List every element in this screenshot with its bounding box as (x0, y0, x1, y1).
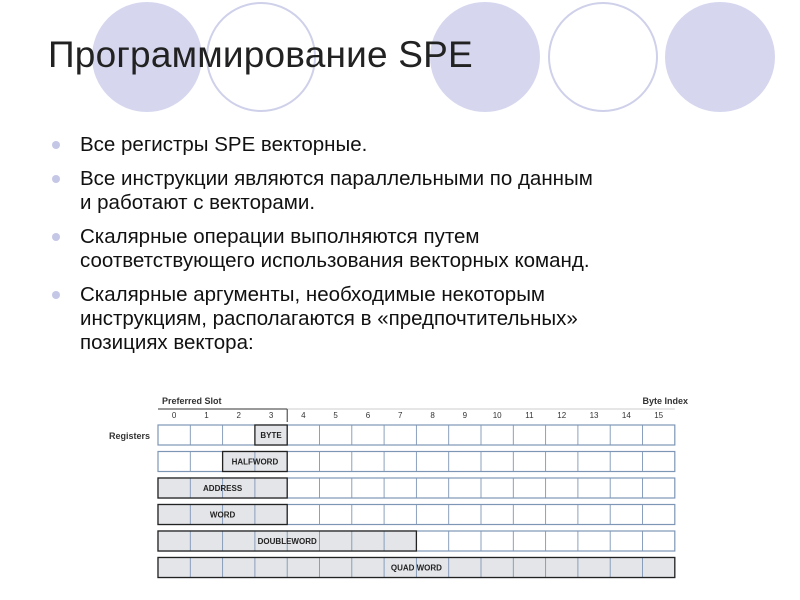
byte-index-tick: 3 (268, 411, 274, 420)
decor-circle (665, 2, 775, 112)
byte-index-tick: 6 (365, 411, 371, 420)
byte-index-tick: 0 (171, 411, 177, 420)
register-row (158, 505, 675, 525)
bullet-icon (52, 175, 60, 183)
bullet-line: соответствующего использования векторных команд. (80, 249, 590, 272)
bullet-item (52, 133, 772, 157)
bullet-icon (52, 141, 60, 149)
bullet-icon (52, 233, 60, 241)
register-row (158, 478, 675, 498)
bullet-line: Все инструкции являются параллельными по данным (80, 167, 593, 190)
byte-index-tick: 10 (492, 411, 502, 420)
byte-index-tick: 4 (301, 411, 306, 420)
bullet-item (52, 225, 772, 273)
bullet-icon (52, 291, 60, 299)
byte-index-tick: 11 (525, 411, 534, 420)
slot-label: HALFWORD (231, 457, 279, 467)
register-row (158, 452, 675, 472)
byte-index-label: Byte Index (642, 396, 688, 406)
byte-index-tick: 14 (621, 411, 631, 420)
register-row (158, 531, 675, 551)
bullet-line: Все регистры SPE векторные. (80, 133, 368, 156)
bullet-line: Скалярные аргументы, необходимые некоторым (80, 283, 546, 306)
register-row (158, 558, 675, 578)
byte-index-tick: 13 (589, 411, 599, 420)
byte-index-tick: 9 (462, 411, 468, 420)
bullet-item (52, 167, 772, 215)
slot-label: WORD (209, 510, 236, 520)
byte-index-row (158, 409, 675, 422)
preferred-slot-label: Preferred Slot (162, 396, 222, 406)
bullet-item (52, 283, 772, 355)
register-slot-diagram (100, 390, 700, 590)
bullet-line: позициях вектора: (80, 331, 254, 354)
byte-index-tick: 7 (398, 411, 403, 420)
byte-index-tick: 2 (236, 411, 241, 420)
byte-index-tick: 5 (333, 411, 338, 420)
decor-circle (548, 2, 658, 112)
bullet-line: и работают с векторами. (80, 191, 316, 214)
bullet-line: инструкциям, располагаются в «предпочтительных» (80, 307, 578, 330)
byte-index-tick: 15 (654, 411, 664, 420)
bullet-list (52, 133, 772, 365)
slot-label: DOUBLEWORD (257, 537, 317, 546)
slide-title: Программирование SPE (48, 34, 473, 75)
register-rows (158, 425, 675, 578)
registers-label: Registers (108, 431, 150, 441)
byte-index-tick: 1 (204, 411, 209, 420)
slot-label: BYTE (260, 431, 282, 440)
register-row (158, 425, 675, 445)
byte-index-tick: 12 (557, 411, 567, 420)
slot-label: ADDRESS (203, 484, 243, 493)
byte-index-tick: 8 (430, 411, 435, 420)
slot-label: QUAD WORD (390, 563, 442, 573)
bullet-line: Скалярные операции выполняются путем (80, 225, 480, 248)
